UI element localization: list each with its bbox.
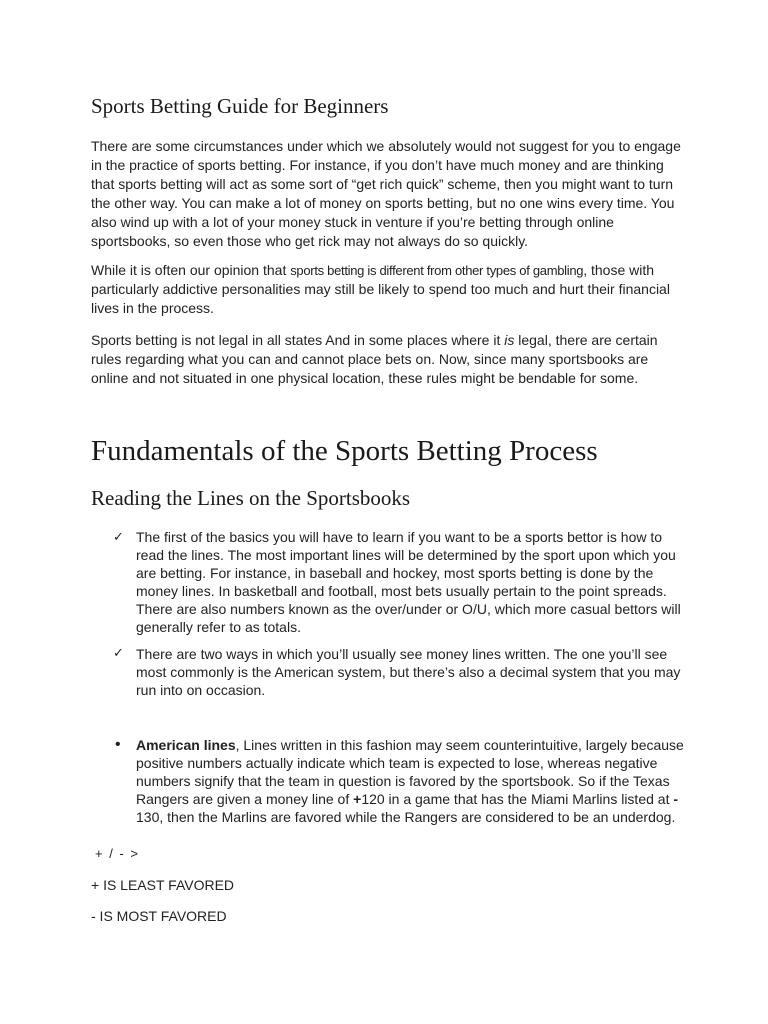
opinion-emphasis: sports betting is different from other types of gambling — [290, 263, 584, 278]
legality-text-end: legal, there are certain rules regarding what you can and cannot place bets on. Now, since many sportsbooks are online and not situated in one physical location, these rules might be bendable for some. — [91, 332, 658, 386]
opinion-paragraph — [91, 261, 681, 318]
list-item-reading-lines: The first of the basics you will have to learn if you want to be a sports bettor is how to read the lines. The most important lines will be determined by the sport upon which you are betting. For instance, in baseball and hockey, most sports betting is done by the money lines. In basketball and football, most bets usually pertain to the point spreads. There are also numbers known as the over/under or O/U, which more casual bettors will generally refer to as totals. — [136, 529, 681, 635]
sign-legend: + / - > — [95, 846, 138, 861]
plus-sign: + — [353, 791, 362, 807]
legality-text-start: Sports betting is not legal in all states And in some places where it — [91, 332, 505, 348]
american-lines-text-end: 130, then the Marlins are favored while the Rangers are considered to be an underdog. — [136, 809, 676, 825]
subsection-heading: Reading the Lines on the Sportsbooks — [91, 486, 411, 510]
bullet-icon: • — [115, 736, 121, 753]
american-lines-label: American lines — [136, 737, 236, 753]
checkmark-icon: ✓ — [113, 645, 124, 660]
american-lines-text: , Lines written in this fashion may seem counterintuitive, largely because positive numbers actually indicate which team is expected to lose, whereas negative numbers signify that the team in question is favored by the sportsbook. So if the Texas Rangers are given a money line of — [136, 737, 684, 807]
list-item-money-lines: There are two ways in which you’ll usually see money lines written. The one you’ll see most commonly is the American system, but there’s also a decimal system that you may run into on occasion. — [136, 646, 681, 698]
list-item-american-lines — [136, 736, 688, 826]
section-heading: Fundamentals of the Sports Betting Process — [91, 435, 598, 467]
opinion-text-end: , those with particularly addictive personalities may still be likely to spend too much and hurt their financial lives in the process. — [91, 262, 670, 316]
legality-paragraph — [91, 331, 681, 388]
opinion-text-start: While it is often our opinion that — [91, 262, 291, 278]
intro-paragraph: There are some circumstances under which we absolutely would not suggest for you to engage in the practice of sports betting. For instance, if you don’t have much money and are thinking that sports betting will act as some sort of “get rich quick” scheme, then you might want to turn the other way. You can make a lot of money on sports betting, but no one wins every time. You also wind up with a lot of your money stuck in venture if you’re betting through online sportsbooks, so even those who get rick may not always do so quickly. — [91, 138, 681, 249]
minus-sign: - — [673, 791, 679, 807]
legality-italic: is — [504, 332, 515, 348]
least-favored-note: + IS LEAST FAVORED — [91, 877, 235, 893]
american-lines-text-2: 120 in a game that has the Miami Marlins listed at — [361, 791, 674, 807]
most-favored-note: - IS MOST FAVORED — [91, 908, 227, 924]
checkmark-icon: ✓ — [113, 529, 124, 544]
document-title: Sports Betting Guide for Beginners — [91, 94, 389, 118]
